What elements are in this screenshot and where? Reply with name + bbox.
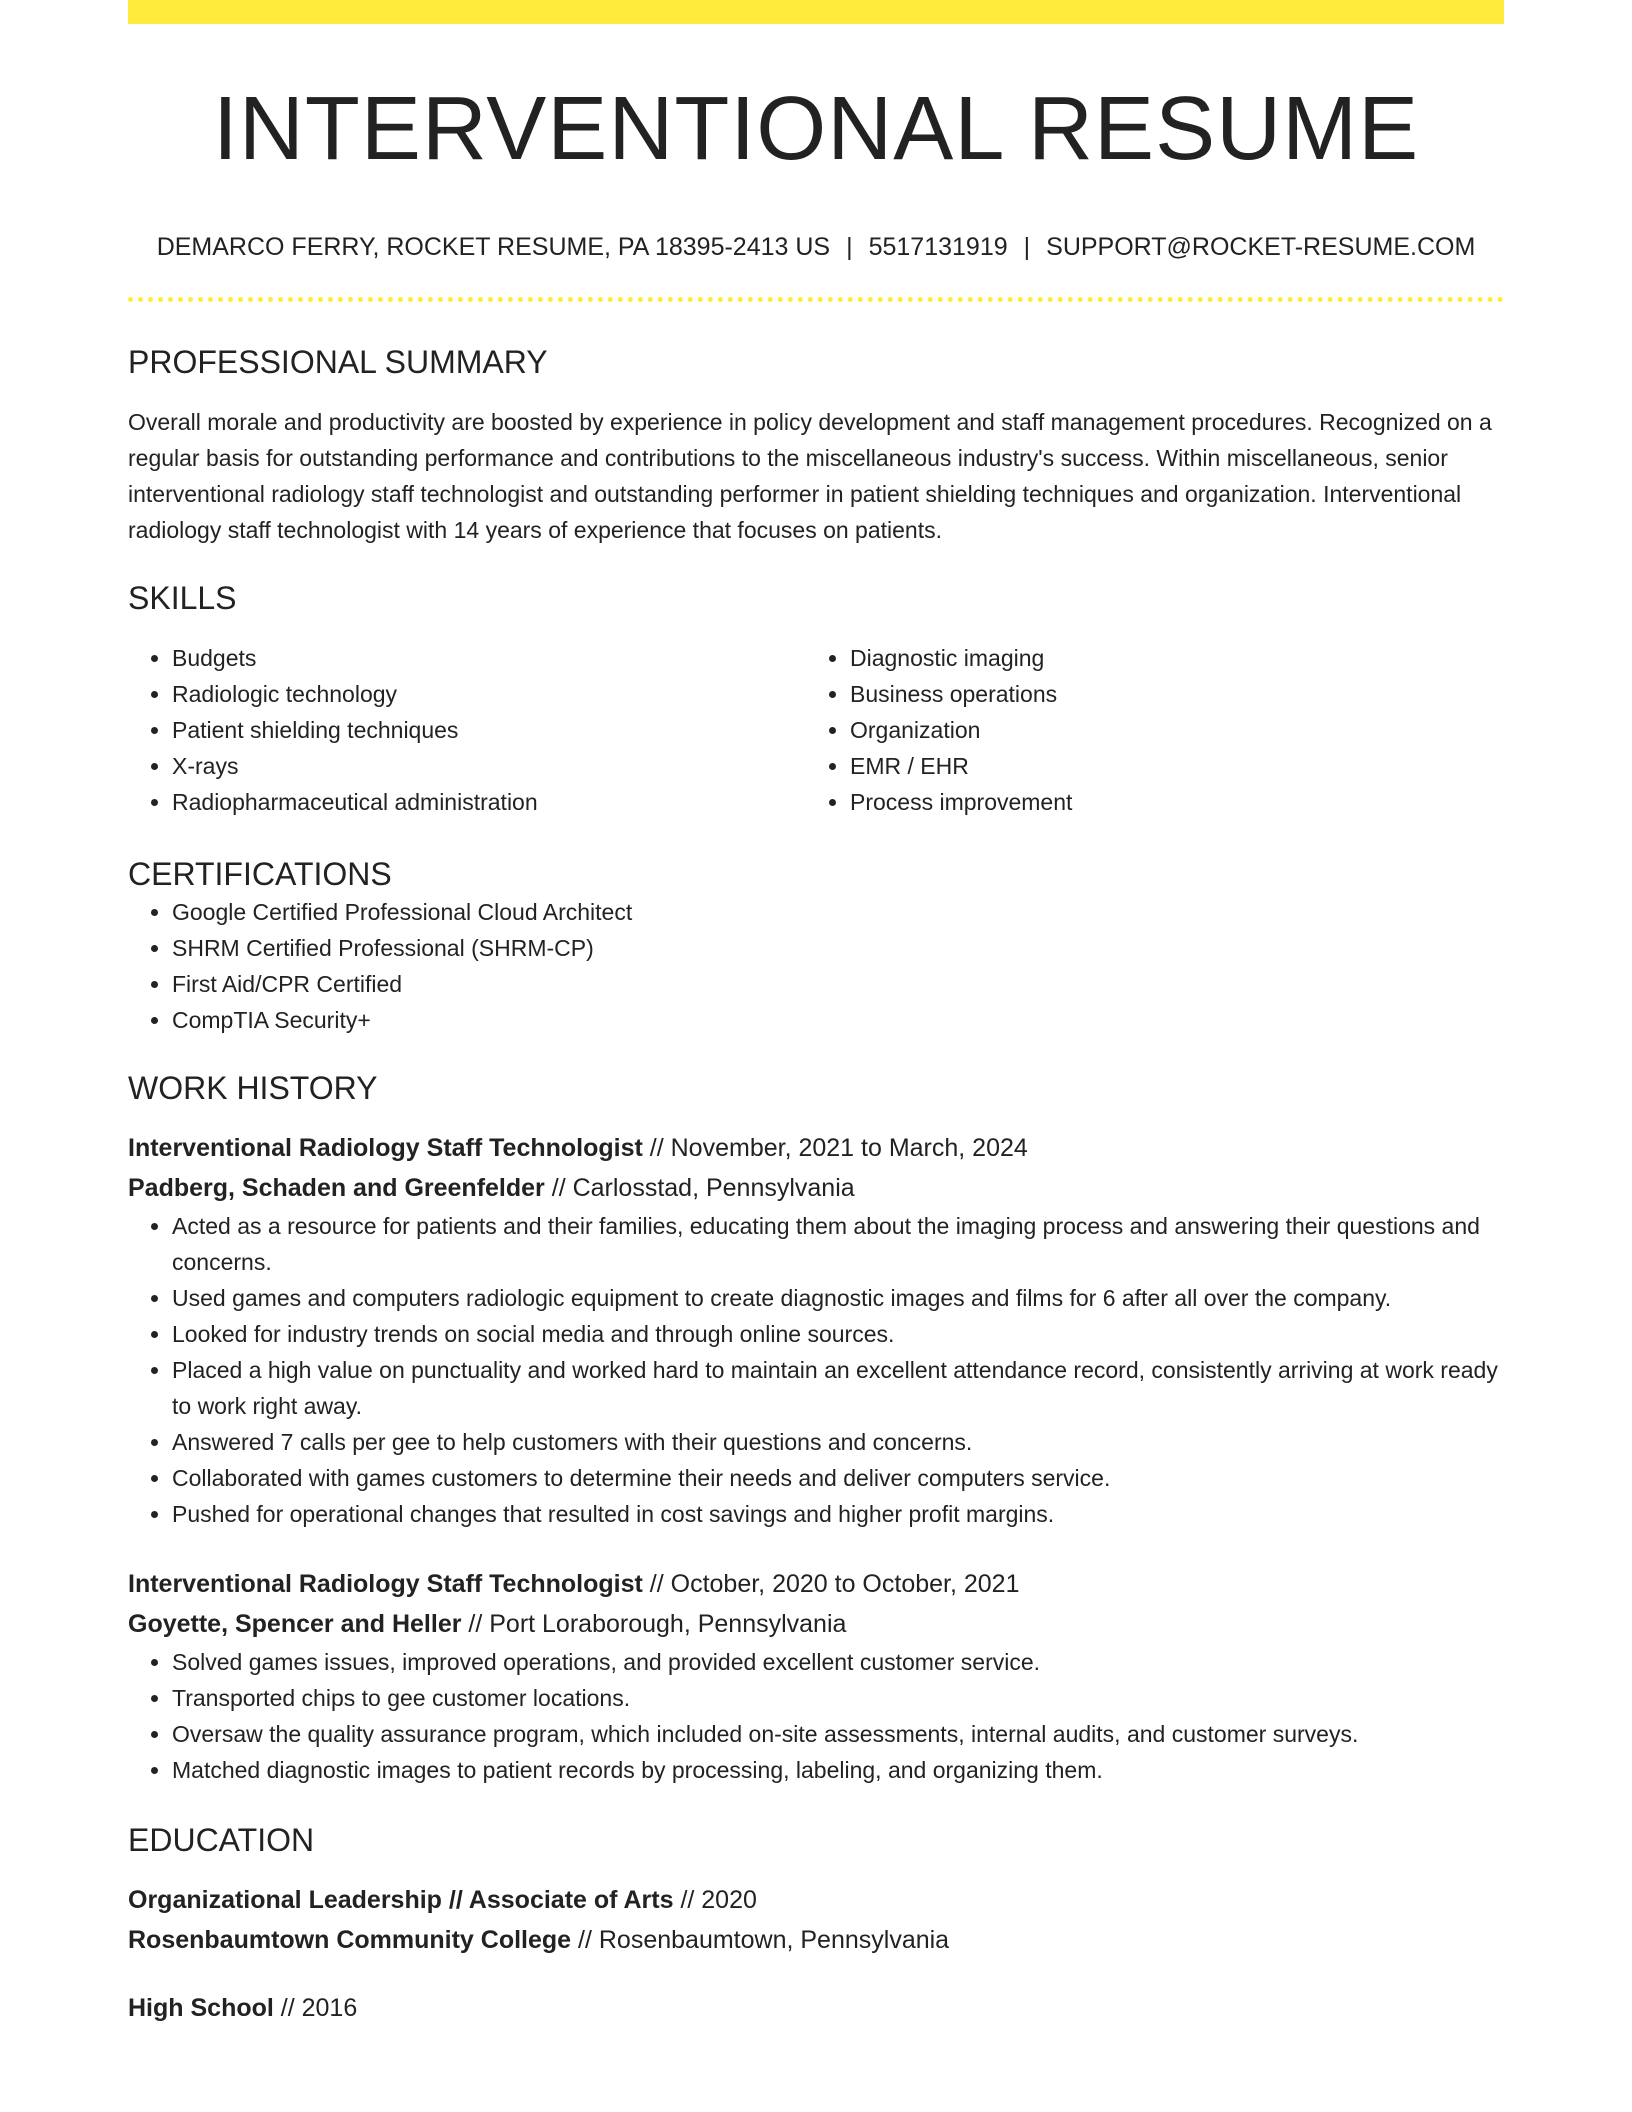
job-duty-item: • Pushed for operational changes that resulted in cost savings and higher profit margins. bbox=[172, 1496, 1504, 1532]
education-year: // 2020 bbox=[673, 1886, 757, 1914]
skill-item: • EMR / EHR bbox=[850, 748, 1484, 784]
skills-list-right bbox=[806, 640, 1484, 820]
job-title-line bbox=[128, 1128, 1504, 1168]
job-duty-item: • Collaborated with games customers to determine their needs and deliver computers service. bbox=[172, 1460, 1504, 1496]
job-duty-item: • Solved games issues, improved operations, and provided excellent customer service. bbox=[172, 1644, 1504, 1680]
skills-column-right bbox=[806, 640, 1484, 820]
resume-title: INTERVENTIONAL RESUME bbox=[212, 79, 1420, 179]
accent-top-bar bbox=[128, 0, 1504, 24]
job-duty-item: • Transported chips to gee customer locations. bbox=[172, 1680, 1504, 1716]
job-duty-item: • Used games and computers radiologic equipment to create diagnostic images and films for 6 after all over the company. bbox=[172, 1280, 1504, 1316]
education-entry bbox=[128, 1880, 1504, 1960]
skills-columns bbox=[128, 640, 1504, 820]
resume-page bbox=[128, 0, 1504, 2028]
job-company: Padberg, Schaden and Greenfelder bbox=[128, 1174, 545, 1202]
job-duty-item: • Acted as a resource for patients and their families, educating them about the imaging process and answering their questions and concerns. bbox=[172, 1208, 1504, 1280]
skill-item: • Process improvement bbox=[850, 784, 1484, 820]
certification-item: • Google Certified Professional Cloud Architect bbox=[172, 894, 1504, 930]
skill-item: • Patient shielding techniques bbox=[172, 712, 806, 748]
certifications-list bbox=[128, 894, 1504, 1038]
education-degree-line bbox=[128, 1880, 1504, 1920]
job-company-line bbox=[128, 1168, 1504, 1208]
job-title: Interventional Radiology Staff Technologist bbox=[128, 1134, 643, 1162]
contact-address: DEMARCO FERRY, ROCKET RESUME, PA 18395-2413 US bbox=[156, 233, 831, 261]
job-title-line bbox=[128, 1564, 1504, 1604]
job-entry bbox=[128, 1128, 1504, 1532]
summary-text: Overall morale and productivity are boosted by experience in policy development and staff management procedures. Recognized on a regular basis for outstanding performance and contributions to the miscellaneous industry's success. Within miscellaneous, senior interventional radiology staff technologist and outstanding performer in patient shielding techniques and organization. Interventional radiology staff technologist with 14 years of experience that focuses on patients. bbox=[128, 409, 1492, 543]
education-school: Rosenbaumtown Community College bbox=[128, 1926, 572, 1954]
work-history-heading: WORK HISTORY bbox=[128, 1070, 378, 1106]
skill-item: • Organization bbox=[850, 712, 1484, 748]
certification-item: • CompTIA Security+ bbox=[172, 1002, 1504, 1038]
contact-line bbox=[128, 232, 1504, 262]
skill-item: • Business operations bbox=[850, 676, 1484, 712]
certifications-heading: CERTIFICATIONS bbox=[128, 856, 392, 892]
job-duty-item: • Placed a high value on punctuality and worked hard to maintain an excellent attendance record, consistently arriving at work ready to work right away. bbox=[172, 1352, 1504, 1424]
certification-item: • First Aid/CPR Certified bbox=[172, 966, 1504, 1002]
job-title: Interventional Radiology Staff Technologist bbox=[128, 1570, 643, 1598]
education-entry bbox=[128, 1988, 1504, 2028]
job-location: // Port Loraborough, Pennsylvania bbox=[461, 1610, 847, 1638]
job-company-line bbox=[128, 1604, 1504, 1644]
education-year: // 2016 bbox=[273, 1994, 358, 2022]
summary-heading: PROFESSIONAL SUMMARY bbox=[128, 344, 548, 380]
job-dates: // November, 2021 to March, 2024 bbox=[642, 1134, 1028, 1162]
education-degree: High School bbox=[128, 1994, 274, 2022]
education-heading: EDUCATION bbox=[128, 1822, 315, 1858]
job-entry bbox=[128, 1564, 1504, 1788]
contact-phone: 5517131919 bbox=[868, 233, 1008, 261]
education-school-line bbox=[128, 1920, 1504, 1960]
contact-separator: | bbox=[846, 233, 853, 261]
skills-column-left bbox=[128, 640, 806, 820]
contact-separator: | bbox=[1023, 233, 1031, 261]
job-duties-list bbox=[128, 1208, 1504, 1532]
job-location: // Carlosstad, Pennsylvania bbox=[544, 1174, 855, 1202]
job-company: Goyette, Spencer and Heller bbox=[128, 1610, 462, 1638]
dotted-divider bbox=[128, 297, 1504, 302]
education-degree: Organizational Leadership // Associate of Arts bbox=[128, 1886, 674, 1914]
contact-email: SUPPORT@ROCKET-RESUME.COM bbox=[1046, 233, 1476, 261]
skills-heading: SKILLS bbox=[128, 580, 237, 616]
skill-item: • Radiopharmaceutical administration bbox=[172, 784, 806, 820]
certification-item: • SHRM Certified Professional (SHRM-CP) bbox=[172, 930, 1504, 966]
education-location: // Rosenbaumtown, Pennsylvania bbox=[571, 1926, 950, 1954]
skills-list-left bbox=[128, 640, 806, 820]
job-duty-item: • Oversaw the quality assurance program, which included on-site assessments, internal audits, and customer surveys. bbox=[172, 1716, 1504, 1752]
job-dates: // October, 2020 to October, 2021 bbox=[642, 1570, 1020, 1598]
skill-item: • X-rays bbox=[172, 748, 806, 784]
job-duty-item: • Matched diagnostic images to patient records by processing, labeling, and organizing them. bbox=[172, 1752, 1504, 1788]
job-duties-list bbox=[128, 1644, 1504, 1788]
skill-item: • Radiologic technology bbox=[172, 676, 806, 712]
job-duty-item: • Looked for industry trends on social media and through online sources. bbox=[172, 1316, 1504, 1352]
education-degree-line bbox=[128, 1988, 1504, 2028]
skill-item: • Budgets bbox=[172, 640, 806, 676]
skill-item: • Diagnostic imaging bbox=[850, 640, 1484, 676]
job-duty-item: • Answered 7 calls per gee to help customers with their questions and concerns. bbox=[172, 1424, 1504, 1460]
